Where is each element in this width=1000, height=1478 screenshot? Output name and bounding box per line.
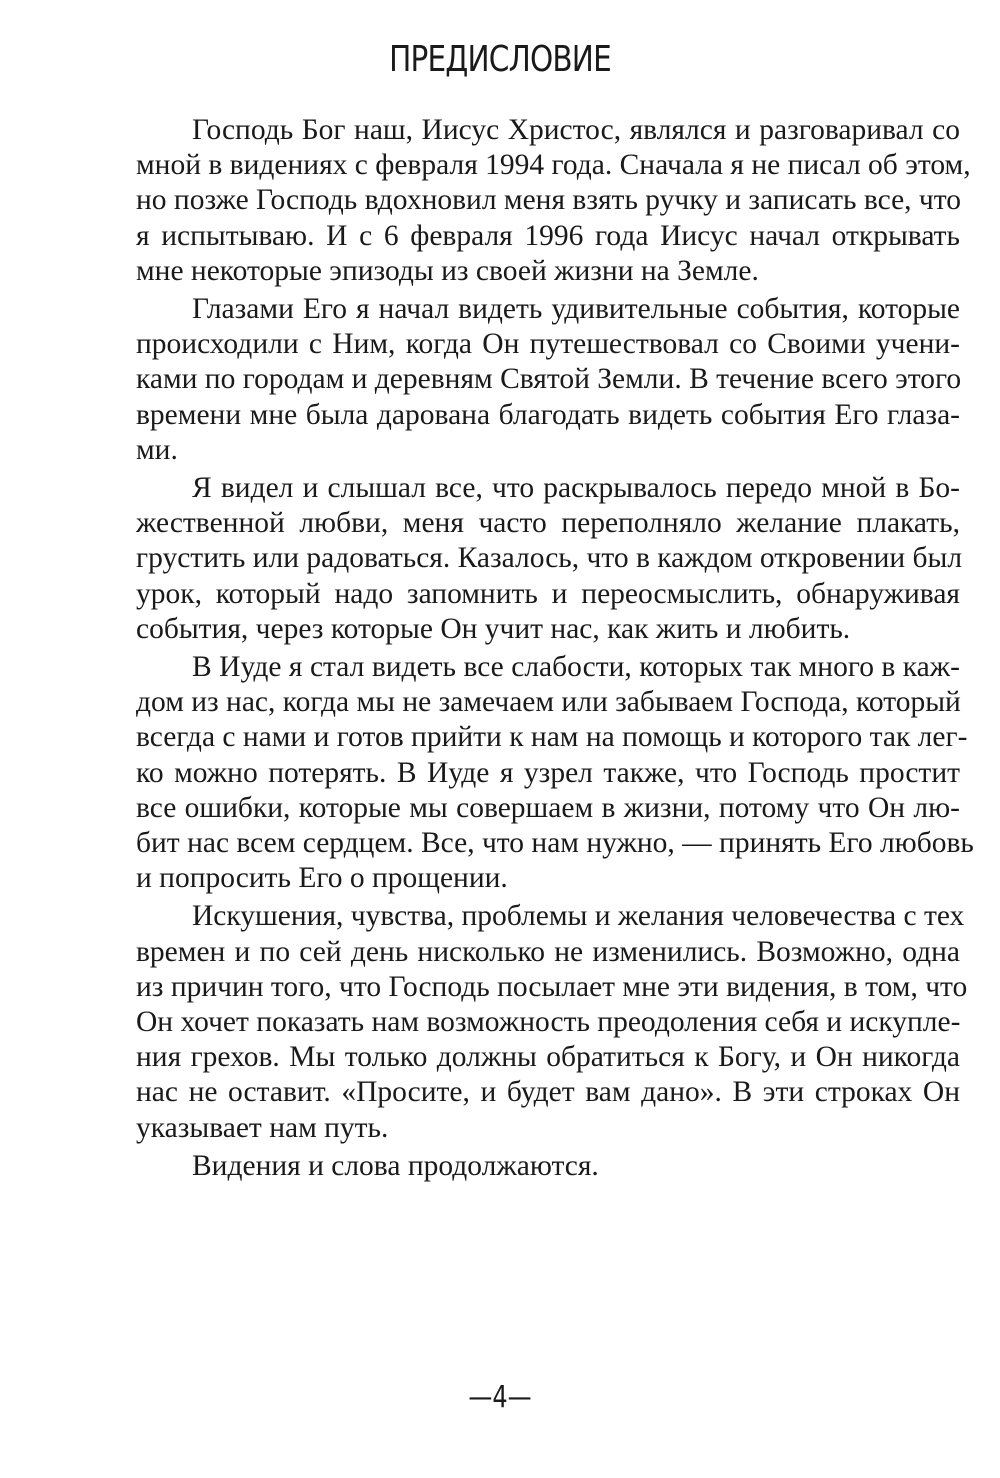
text-line: Я видел и слышал все, что раскрывалось передо мной в Бо- — [192, 472, 960, 505]
paragraph-1 — [80, 113, 971, 289]
text-line: времен и по сей день нисколько не изменились. Возможно, одна — [136, 935, 960, 968]
text-line: ми. — [136, 433, 178, 466]
paragraph-4 — [80, 650, 974, 896]
text-line: Глазами Его я начал видеть удивительные события, которые — [192, 293, 960, 326]
text-line: но позже Господь вдохновил меня взять ручку и записать все, что — [136, 184, 962, 217]
page-title: ПРЕДИСЛОВИЕ — [389, 39, 611, 80]
paragraph-5 — [80, 899, 968, 1145]
text-line: происходили с Ним, когда Он путешествовал со Своими учени- — [136, 328, 960, 361]
text-line: грустить или радоваться. Казалось, что в каждом откровении был — [136, 542, 963, 575]
text-line: В Иуде я стал видеть все слабости, которых так много в каж- — [192, 651, 960, 684]
text-line: из причин того, что Господь посылает мне эти видения, в том, что — [136, 970, 968, 1003]
paragraph-2 — [80, 292, 960, 468]
text-line: Искушения, чувства, проблемы и желания человечества с тех — [192, 900, 965, 933]
text-line: и попросить Его о прощении. — [136, 862, 508, 895]
text-line: бит нас всем сердцем. Все, что нам нужно, — принять Его любовь — [136, 827, 974, 860]
text-line: дом из нас, когда мы не замечаем или забываем Господа, который — [136, 686, 961, 719]
text-line: Господь Бог наш, Иисус Христос, являлся и разговаривал со — [192, 114, 960, 146]
text-line: я испытываю. И с 6 февраля 1996 года Иисус начал открывать — [136, 219, 960, 252]
text-line: ками по городам и деревням Святой Земли. В течение всего этого — [136, 363, 962, 396]
text-line: мной в видениях с февраля 1994 года. Сначала я не писал об этом, — [136, 149, 971, 182]
text-line: урок, который надо запомнить и переосмыслить, обнаруживая — [136, 577, 960, 610]
text-line: ния грехов. Мы только должны обратиться к Богу, и Он никогда — [136, 1041, 960, 1074]
paragraph-3 — [80, 471, 963, 647]
text-line: события, через которые Он учит нас, как жить и любить. — [136, 612, 851, 645]
text-line: Он хочет показать нам возможность преодоления себя и искупле- — [136, 1006, 961, 1039]
text-line: указывает нам путь. — [136, 1111, 389, 1144]
paragraph-6 — [80, 1149, 960, 1184]
page-number: —4— — [468, 1380, 532, 1415]
text-line: Видения и слова продолжаются. — [192, 1149, 599, 1182]
text-line: нас не оставит. «Просите, и будет вам дано». В эти строках Он — [136, 1076, 960, 1109]
text-line: жественной любви, меня часто переполняло желание плакать, — [136, 507, 960, 540]
text-line: все ошибки, которые мы совершаем в жизни, потому что Он лю- — [136, 791, 960, 824]
text-line: всегда с нами и готов прийти к нам на помощь и которого так лег- — [136, 721, 968, 754]
text-line: мне некоторые эпизоды из своей жизни на Земле. — [136, 254, 759, 287]
text-line: ко можно потерять. В Иуде я узрел также, что Господь простит — [136, 756, 960, 789]
text-line: времени мне была дарована благодать видеть события Его глаза- — [136, 398, 960, 431]
body-text — [80, 113, 974, 1187]
